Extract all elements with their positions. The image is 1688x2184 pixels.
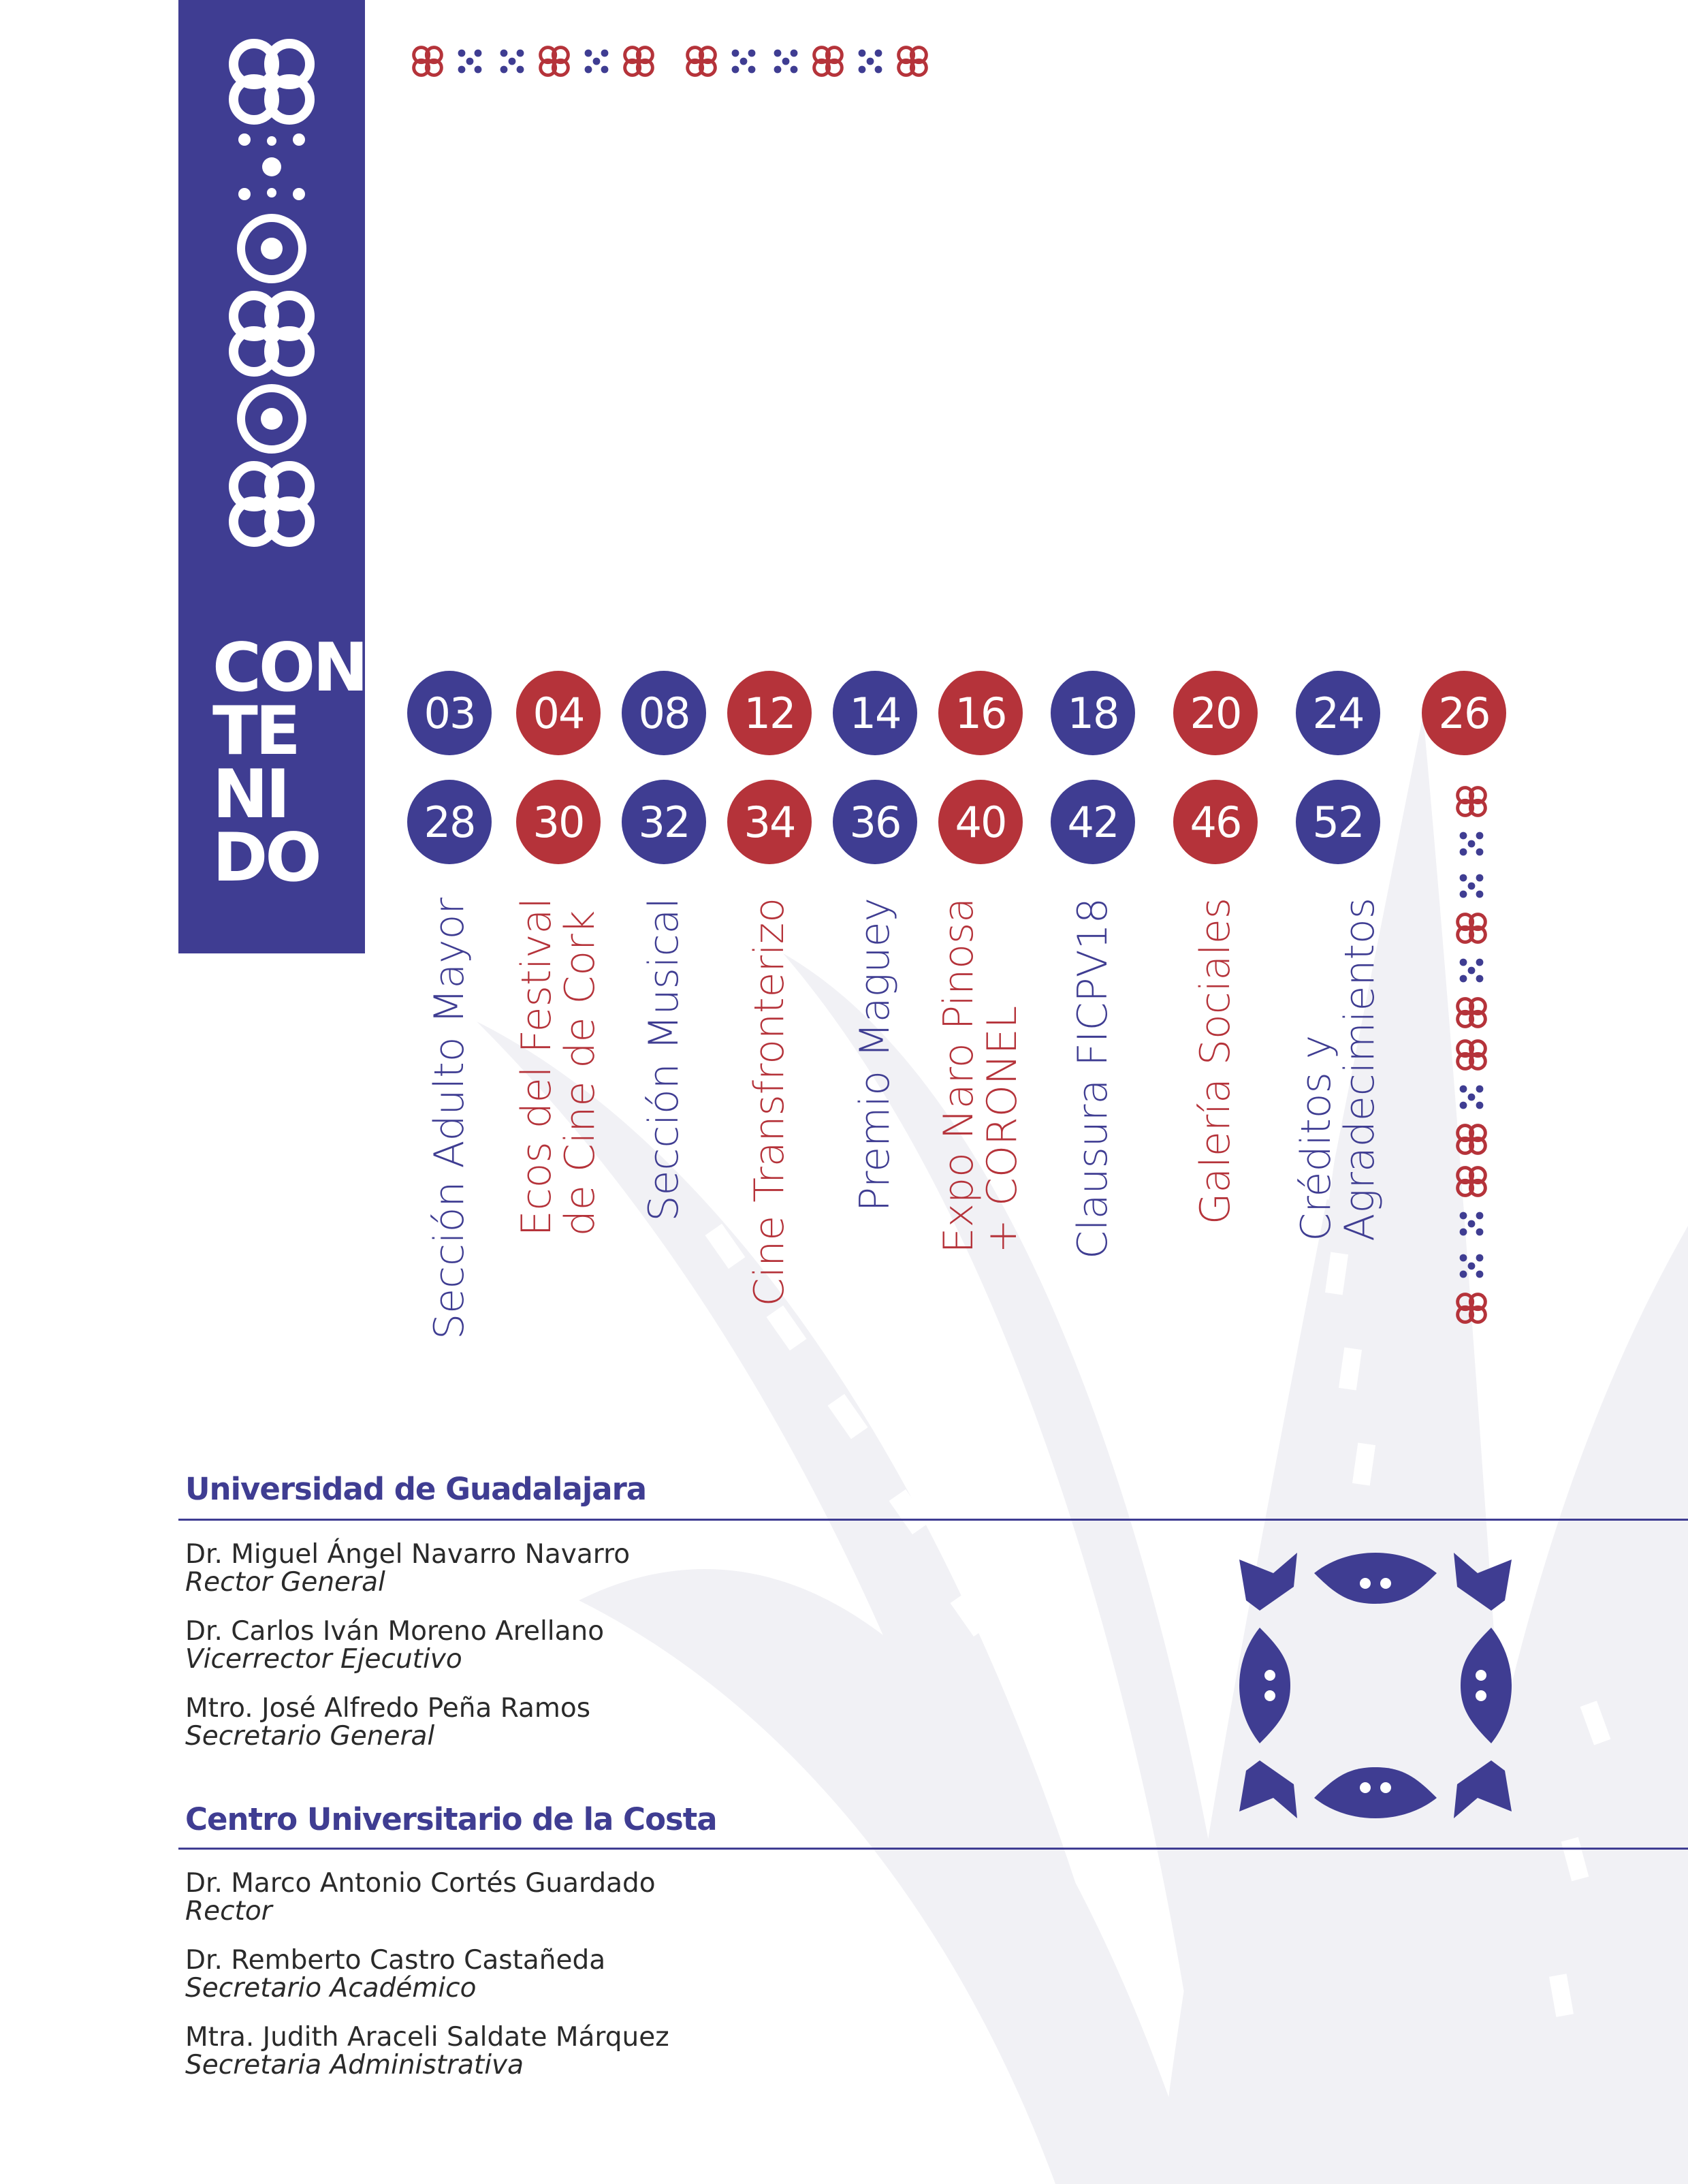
person-entry xyxy=(185,1694,590,1750)
toc-entry-title: Galería Sociales xyxy=(1192,898,1239,1225)
talavera-tile-icon xyxy=(1232,1546,1518,1825)
toc-entry-title: Clausura FICPV18 xyxy=(1069,898,1117,1259)
person-name: Mtra. Judith Araceli Saldate Márquez xyxy=(185,2022,669,2053)
toc-page-number: 40 xyxy=(938,780,1023,864)
talavera-border-top-icon xyxy=(406,39,964,83)
contenido-line: NI xyxy=(212,756,288,834)
toc-entry-title: Cine Transfronterizo xyxy=(746,898,793,1307)
toc-page-number: 16 xyxy=(938,671,1023,755)
contenido-heading xyxy=(212,629,366,897)
org-heading: Centro Universitario de la Costa xyxy=(185,1801,717,1837)
toc-page-number: 34 xyxy=(727,780,812,864)
toc-page-number: 20 xyxy=(1173,671,1258,755)
toc-page-number: 18 xyxy=(1051,671,1135,755)
person-role: Secretario Académico xyxy=(185,1973,477,2004)
toc-page-number: 12 xyxy=(727,671,812,755)
person-name: Dr. Miguel Ángel Navarro Navarro xyxy=(185,1539,631,1570)
contenido-line: DO xyxy=(212,819,319,897)
toc-entry-title: Sección Adulto Mayor xyxy=(426,898,473,1340)
divider xyxy=(178,1519,1688,1521)
toc-page-number: 52 xyxy=(1296,780,1380,864)
toc-entry-title: Expo Naro Pinosa + CORONEL xyxy=(935,898,1026,1254)
person-name: Dr. Carlos Iván Moreno Arellano xyxy=(185,1616,605,1647)
toc-page-number: 04 xyxy=(516,671,601,755)
person-entry xyxy=(185,1540,630,1596)
contenido-line: TE xyxy=(212,693,298,770)
person-entry xyxy=(185,2023,669,2079)
toc-entry-title: Ecos del Festival de Cine de Cork xyxy=(513,898,604,1237)
person-entry xyxy=(185,1946,605,2002)
talavera-border-side-icon xyxy=(1441,780,1502,1338)
toc-page-number: 42 xyxy=(1051,780,1135,864)
person-name: Dr. Marco Antonio Cortés Guardado xyxy=(185,1868,656,1899)
sidebar-banner xyxy=(178,0,365,953)
toc-page-number: 36 xyxy=(833,780,917,864)
toc-page-number: 30 xyxy=(516,780,601,864)
divider xyxy=(178,1848,1688,1850)
toc-entry-title: Sección Musical xyxy=(640,898,688,1222)
talavera-ornament-icon xyxy=(178,0,365,613)
person-role: Secretario General xyxy=(185,1721,435,1752)
person-role: Secretaria Administrativa xyxy=(185,2050,524,2080)
person-role: Rector xyxy=(185,1896,272,1927)
person-entry xyxy=(185,1617,604,1673)
person-entry xyxy=(185,1869,656,1925)
person-role: Rector General xyxy=(185,1567,385,1598)
toc-page-number: 32 xyxy=(622,780,706,864)
org-heading: Universidad de Guadalajara xyxy=(185,1471,647,1507)
person-role: Vicerrector Ejecutivo xyxy=(185,1644,462,1675)
toc-page-number: 24 xyxy=(1296,671,1380,755)
toc-entry-title: Créditos y Agradecimientos xyxy=(1292,898,1384,1241)
toc-entry-title: Premio Maguey xyxy=(851,898,899,1212)
person-name: Dr. Remberto Castro Castañeda xyxy=(185,1945,606,1976)
toc-page-number: 46 xyxy=(1173,780,1258,864)
toc-page-number: 03 xyxy=(407,671,492,755)
person-name: Mtro. José Alfredo Peña Ramos xyxy=(185,1693,591,1724)
toc-page-number: 08 xyxy=(622,671,706,755)
contenido-line: CON xyxy=(212,629,366,707)
toc-page-number: 14 xyxy=(833,671,917,755)
toc-page-number: 28 xyxy=(407,780,492,864)
toc-page-number: 26 xyxy=(1422,671,1506,755)
